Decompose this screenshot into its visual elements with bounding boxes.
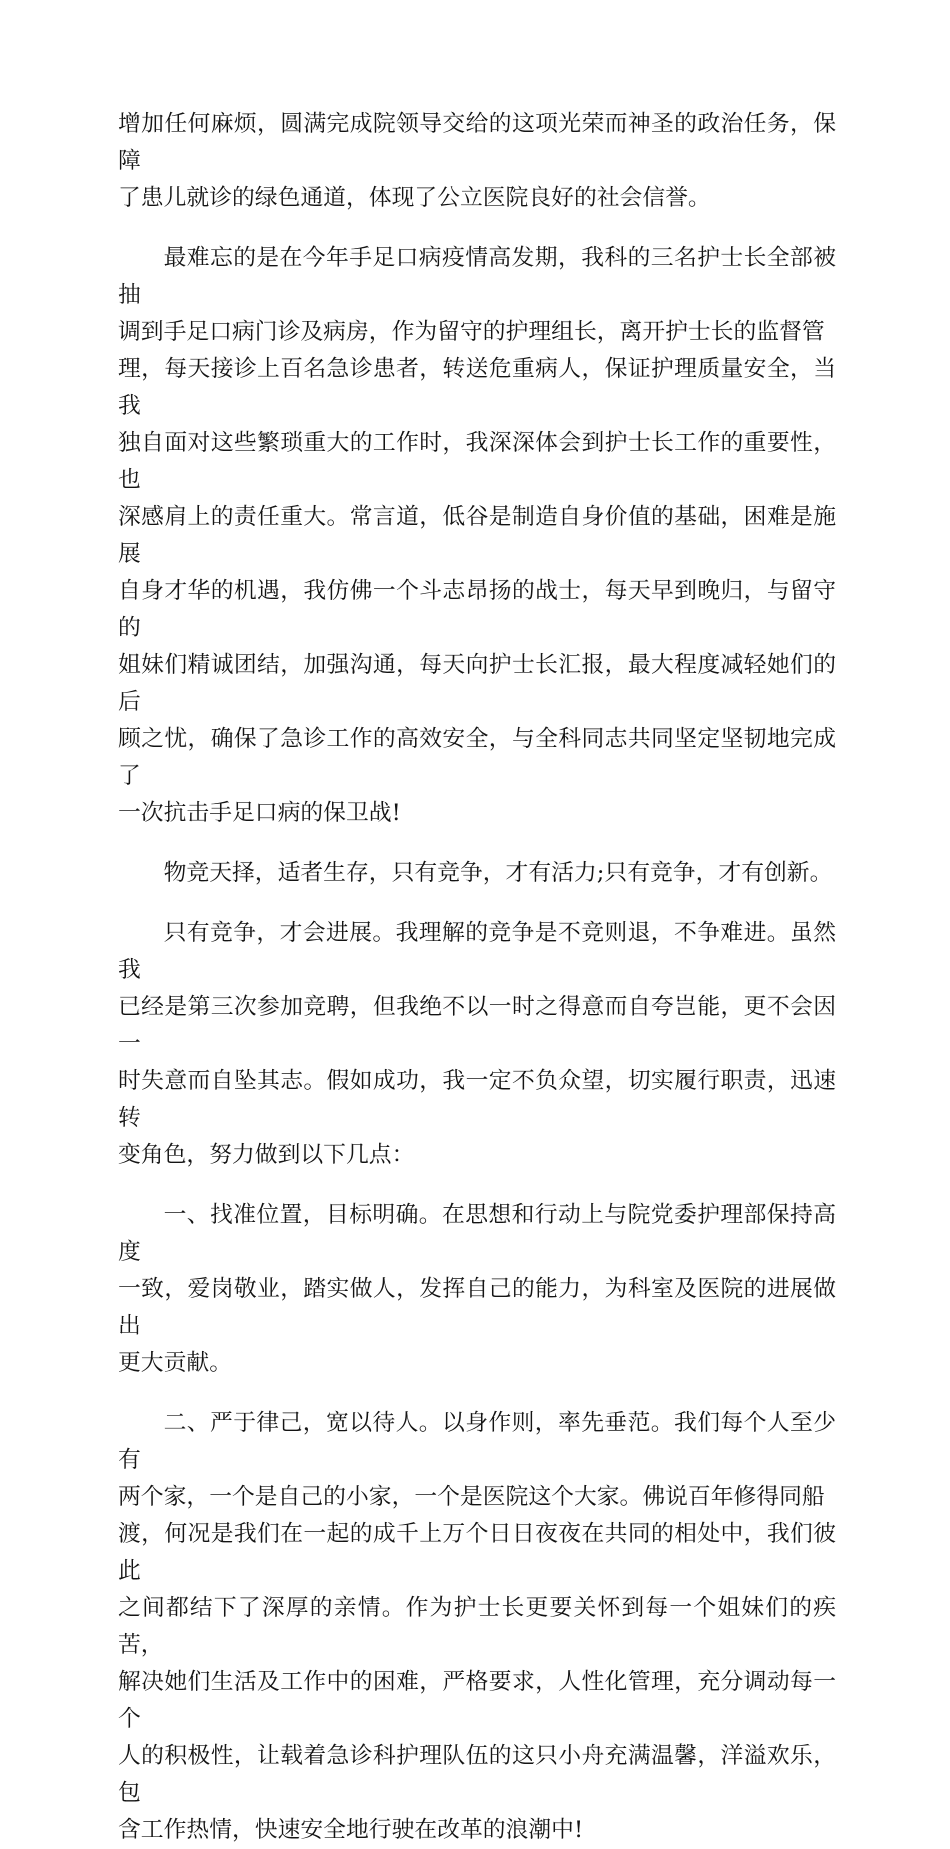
paragraph-point-two: 二、严于律己，宽以待人。以身作则，率先垂范。我们每个人至少有 两个家，一个是自己的小家，一个是医院这个大家。佛说百年修得同船 渡，何况是我们在一起的成千上万个日日夜夜在共同的相处中，我们彼此 之间都结下了深厚的亲情。作为护士长更要关怀到每一个姐妹们的疾苦， 解决她们生活及工作中的困难，严格要求，人性化管理，充分调动每一个 人的积极性，让载着急诊科护理队伍的这只小舟充满温馨，洋溢欢乐，包 含工作热情，快速安全地行驶在改革的浪潮中! — [118, 1410, 836, 1843]
paragraph-continuation: 增加任何麻烦，圆满完成院领导交给的这项光荣而神圣的政治任务，保障 了患儿就诊的绿色通道，体现了公立医院良好的社会信誉。 — [118, 111, 836, 211]
paragraph-competition-understanding: 只有竞争，才会进展。我理解的竞争是不竞则退，不争难进。虽然我 已经是第三次参加竞聘，但我绝不以一时之得意而自夸岂能，更不会因一 时失意而自坠其志。假如成功，我一定不负众望，切实履行职责，迅速转 变角色，努力做到以下几点： — [118, 920, 836, 1168]
paragraph-hfmd-experience: 最难忘的是在今年手足口病疫情高发期，我科的三名护士长全部被抽 调到手足口病门诊及病房，作为留守的护理组长，离开护士长的监督管 理，每天接诊上百名急诊患者，转送危重病人，保证护理质量安全，当我 独自面对这些繁琐重大的工作时，我深深体会到护士长工作的重要性，也 深感肩上的责任重大。常言道，低谷是制造自身价值的基础，困难是施展 自身才华的机遇，我仿佛一个斗志昂扬的战士，每天早到晚归，与留守的 姐妹们精诚团结，加强沟通，每天向护士长汇报，最大程度减轻她们的后 顾之忧，确保了急诊工作的高效安全，与全科同志共同坚定坚韧地完成了 一次抗击手足口病的保卫战! — [118, 245, 836, 826]
document-body — [118, 106, 836, 1849]
paragraph-competition-motto: 物竞天择，适者生存，只有竞争，才有活力;只有竞争，才有创新。 — [163, 860, 833, 886]
paragraph-point-one: 一、找准位置，目标明确。在思想和行动上与院党委护理部保持高度 一致，爱岗敬业，踏实做人，发挥自己的能力，为科室及医院的进展做出 更大贡献。 — [118, 1202, 836, 1376]
